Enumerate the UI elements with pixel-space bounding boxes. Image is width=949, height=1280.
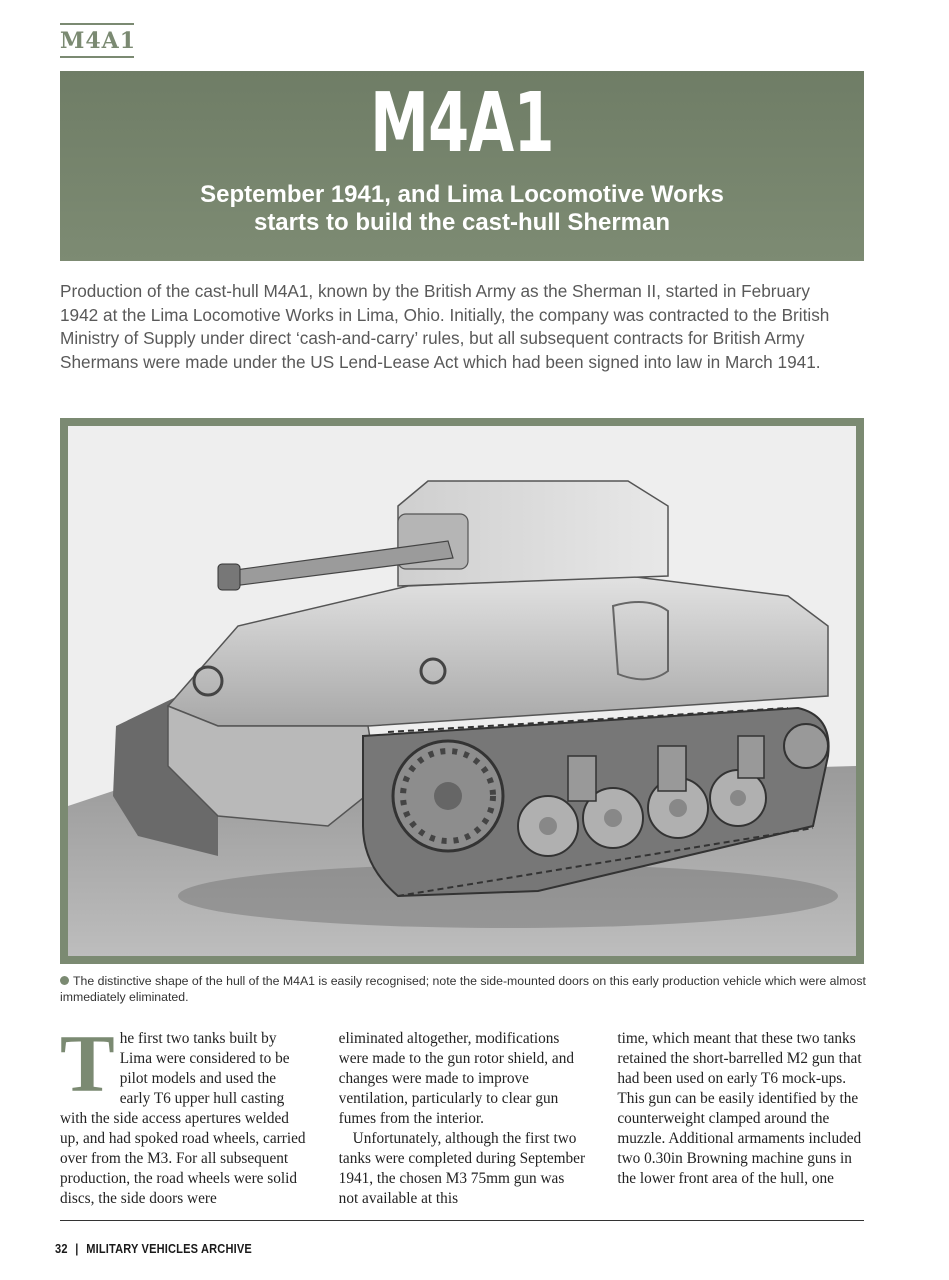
photo-caption (60, 973, 866, 1005)
page-footer (55, 1241, 252, 1257)
body-paragraph: eliminated altogether, modifications were made to the gun rotor shield, and changes were made to improve ventilation, particularly to clear gun fumes from the interior. (338, 1030, 575, 1127)
section-tag: M4A1 (60, 23, 134, 58)
intro-paragraph: Production of the cast-hull M4A1, known by the British Army as the Sherman II, started in February 1942 at the Lima Locomotive Works in Lima, Ohio. Initially, the company was contracted to the British Ministry of Supply under direct ‘cash-and-carry’ rules, but all subsequent contracts for British Army Shermans were made under the US Lend-Lease Act which had been signed into law in March 1941. (60, 281, 830, 372)
body-columns (60, 1029, 866, 1214)
body-column-1 (60, 1029, 309, 1214)
footer-separator: | (75, 1241, 79, 1256)
body-column-3 (617, 1029, 866, 1214)
page-number: 32 (55, 1241, 68, 1256)
publication-name: MILITARY VEHICLES ARCHIVE (86, 1241, 252, 1256)
body-paragraph: time, which meant that these two tanks retained the short-barrelled M2 gun that had been used on early T6 mock-ups. This gun can be easily identified by the counterweight clamped around the muzzle. Additional armaments included two 0.30in Browning machine guns in the lower front area of the hull, one (617, 1030, 862, 1187)
tank-photo (68, 426, 856, 956)
photo-frame (60, 418, 864, 964)
subtitle-line-2: starts to build the cast-hull Sherman (253, 209, 671, 236)
page-subtitle (60, 181, 864, 237)
body-paragraph: he first two tanks built by Lima were considered to be pilot models and used the early T6 upper hull casting with the side access apertures welded up, and had spoked road wheels, carried over from the M3. For all subsequent production, the road wheels were solid discs, the side doors were (60, 1030, 306, 1207)
subtitle-line-1: September 1941, and Lima Locomotive Works (200, 181, 724, 208)
drop-cap: T (60, 1029, 115, 1109)
caption-bullet-icon (60, 976, 69, 985)
caption-text: The distinctive shape of the hull of the M4A1 is easily recognised; note the side-mounted doors on this early production vehicle which were almost immediately eliminated. (60, 974, 866, 1004)
body-paragraph: Unfortunately, although the first two tanks were completed during September 1941, the chosen M3 75mm gun was not available at this (338, 1130, 586, 1207)
footer-rule (60, 1220, 864, 1221)
title-banner (60, 71, 864, 261)
page-title: M4A1 (370, 76, 554, 171)
body-column-2 (339, 1029, 588, 1214)
